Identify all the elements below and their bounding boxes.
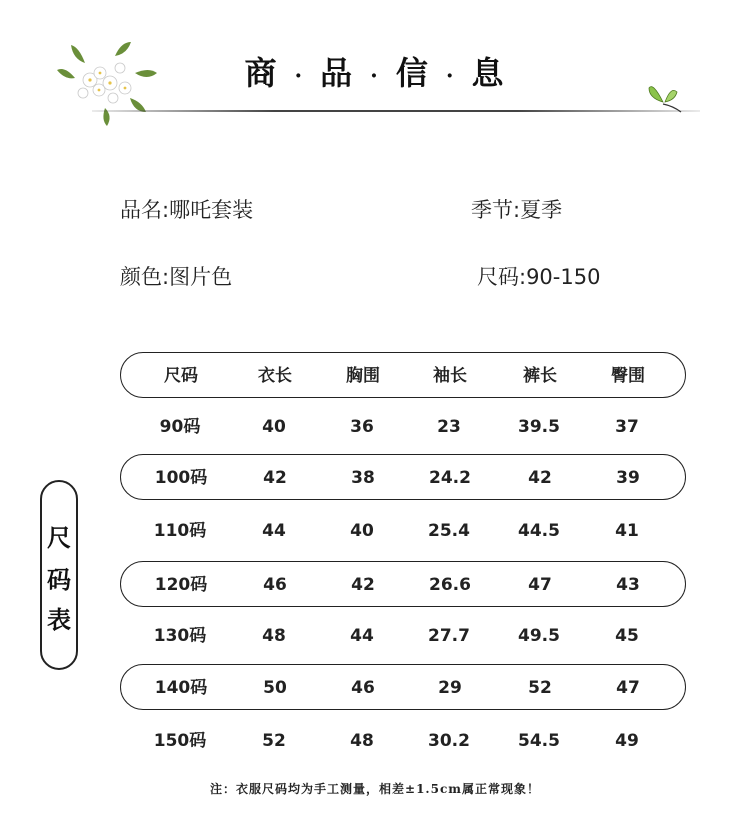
table-cell: 120码: [154, 575, 208, 595]
column-header-chest: 胸围: [346, 366, 380, 386]
column-header-sleeve: 袖长: [433, 366, 467, 386]
table-cell: 36: [350, 417, 374, 437]
title-char: 商: [244, 54, 279, 92]
header-divider: [92, 110, 700, 112]
title-separator: ·: [294, 62, 305, 89]
table-cell: 38: [351, 468, 375, 488]
title-char: 品: [320, 54, 355, 92]
table-cell: 47: [528, 575, 552, 595]
table-cell: 41: [615, 521, 639, 541]
table-cell: 25.4: [428, 521, 470, 541]
size-chart-label: [40, 480, 78, 670]
table-cell: 42: [263, 468, 287, 488]
table-cell: 140码: [154, 678, 208, 698]
table-cell: 46: [263, 575, 287, 595]
table-header-row: [120, 352, 686, 398]
table-cell: 52: [528, 678, 552, 698]
table-cell: 44: [350, 626, 374, 646]
table-cell: 47: [616, 678, 640, 698]
table-cell: 37: [615, 417, 639, 437]
table-row: [120, 561, 686, 607]
table-cell: 44.5: [518, 521, 560, 541]
page-title: [0, 48, 750, 94]
table-cell: 39.5: [518, 417, 560, 437]
table-cell: 42: [351, 575, 375, 595]
butterfly-icon: [645, 80, 683, 114]
measurement-note: 注：衣服尺码均为手工测量，相差±1.5cm属正常现象！: [210, 782, 540, 796]
column-header-length: 衣长: [258, 366, 292, 386]
column-header-pants: 裤长: [523, 366, 557, 386]
table-cell: 48: [262, 626, 286, 646]
column-header-hip: 臀围: [611, 366, 645, 386]
table-cell: 26.6: [429, 575, 471, 595]
title-char: 息: [471, 54, 506, 92]
table-cell: 130码: [153, 626, 207, 646]
title-char: 信: [395, 54, 430, 92]
table-cell: 30.2: [428, 731, 470, 751]
table-row: [120, 404, 686, 450]
table-cell: 27.7: [428, 626, 470, 646]
table-cell: 45: [615, 626, 639, 646]
product-name: 品名:哪吒套装: [120, 198, 254, 222]
size-chart-label-char: 表: [47, 605, 71, 634]
table-cell: 90码: [159, 417, 201, 437]
table-cell: 46: [351, 678, 375, 698]
table-cell: 150码: [153, 731, 207, 751]
table-row: [120, 664, 686, 710]
column-header-size: 尺码: [164, 366, 198, 386]
table-cell: 49: [615, 731, 639, 751]
table-cell: 49.5: [518, 626, 560, 646]
table-cell: 110码: [153, 521, 207, 541]
product-size-range: 尺码:90-150: [477, 265, 601, 289]
table-cell: 50: [263, 678, 287, 698]
title-separator: ·: [445, 62, 456, 89]
table-cell: 40: [350, 521, 374, 541]
table-row: [120, 454, 686, 500]
size-chart-label-char: 码: [47, 565, 71, 594]
table-cell: 100码: [154, 468, 208, 488]
product-color: 颜色:图片色: [120, 265, 233, 289]
table-row: [120, 718, 686, 764]
table-cell: 29: [438, 678, 462, 698]
table-row: [120, 613, 686, 659]
table-cell: 40: [262, 417, 286, 437]
size-chart-label-char: 尺: [47, 523, 71, 552]
table-cell: 23: [437, 417, 461, 437]
table-cell: 52: [262, 731, 286, 751]
table-cell: 44: [262, 521, 286, 541]
table-cell: 43: [616, 575, 640, 595]
table-cell: 39: [616, 468, 640, 488]
product-season: 季节:夏季: [471, 198, 563, 222]
title-separator: ·: [370, 62, 380, 89]
table-cell: 48: [350, 731, 374, 751]
table-cell: 24.2: [429, 468, 471, 488]
table-cell: 42: [528, 468, 552, 488]
table-row: [120, 508, 686, 554]
table-cell: 54.5: [518, 731, 560, 751]
